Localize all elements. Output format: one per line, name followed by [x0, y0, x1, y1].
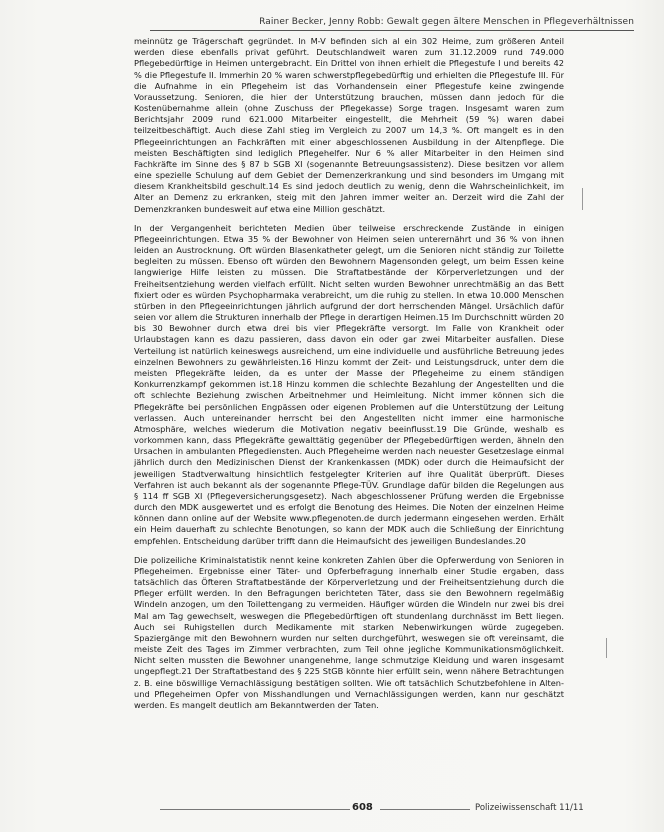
paragraph-3: Die polizeiliche Kriminalstatistik nennt keine konkreten Zahlen über die Opferwerdung von Senioren in Pflegeheimen. Ergebnisse einer Täter- und Opferbefragung innerhalb einer Studie ergaben, dass tatsächlich das Öfteren Straftatbestände der Körperverletzung und der Freiheitsentziehung durch die Pfleger erfüllt werden. In den Befragungen berichteten Täter, dass sie den Bewohnern regelmäßig Windeln anzogen, um den Toilettengang zu vermeiden. Häufiger würden die Windeln nur zwei bis drei Mal am Tag gewechselt, weswegen die Pflegebedürftigen oft stundenlang durchnässt im Bett liegen. Auch sei Ruhigstellen durch Medikamente mit starken Nebenwirkungen würde zugegeben. Spaziergänge mit den Bewohnern wurden nur selten durchgeführt, weswegen sie oft vereinsamt, die meiste Zeit des Tages im Zimmer verbrachten, zum Teil ohne jegliche Kommunikationsmöglichkeit. Nicht selten mussten die Bewohner unangenehme, lange schmutzige Kleidung und waren insgesamt ungepflegt.21 Der Straftatbestand des § 225 StGB könnte hier erfüllt sein, wenn nähere Betrachtungen z. B. eine böswillige Vernachlässigung bestätigen sollten. Wie oft tatsächlich Schutzbefohlene in Alten- und Pflegeheimen Opfer von Misshandlungen und Vernachlässigungen werden, kann nur geschätzt werden. Es mangelt deutlich am Bekanntwerden der Taten. [134, 554, 564, 710]
paragraph-1: meinnütz ge Trägerschaft gegründet. In M-V befinden sich al ein 302 Heime, zum größeren Anteil werden diese ebenfalls privat geführt. Deutschlandweit waren zum 31.12.2009 rund 749.000 Pflegebedürftige in Heimen untergebracht. Ein Drittel von ihnen erhielt die Pflegestufe I und bereits 42 % die Pflegestufe II. Immerhin 20 % waren schwerstpflegebedürftig und erhielten die Pflegestufe III. Für die Aufnahme in ein Pflegeheim ist das Vorhandensein einer Pflegestufe keine zwingende Voraussetzung. Senioren, die hier der Unterstützung brauchen, müssen dann jedoch für die Kostenübernahme allein (ohne Zuschuss der Pflegekasse) Sorge tragen. Insgesamt waren zum Berichtsjahr 2009 rund 621.000 Mitarbeiter eingestellt, die Mehrheit (59 %) waren dabei teilzeitbeschäftigt. Auch diese Zahl stieg im Vergleich zu 2007 um 14,3 %. Oft mangelt es in den Pflegeeinrichtungen an Fachkräften mit einer abgeschlossenen Ausbildung in der Altenpflege. Die meisten Beschäftigten sind lediglich Pflegehelfer. Nur 6 % aller Mitarbeiter in den Heimen sind Fachkräfte im Sinne des § 87 b SGB XI (sogenannte Betreuungsassistenz). Diese besitzen vor allem eine spezielle Schulung auf dem Gebiet der Demenzerkrankung und sind besonders im Umgang mit diesem Krankheitsbild geschult.14 Es sind jedoch deutlich zu wenig, denn die Wahrscheinlichkeit, im Alter an Demenz zu erkranken, steig mit den Jahren immer weiter an. Derzeit wird die Zahl der Demenzkranken bundesweit auf etwa eine Million geschätzt. [134, 36, 564, 214]
footer-divider-right [380, 809, 470, 810]
page-number: 608 [352, 802, 373, 813]
header-divider [150, 30, 634, 31]
running-header: Rainer Becker, Jenny Robb: Gewalt gegen ältere Menschen in Pflegeverhältnissen [259, 17, 634, 27]
footer-divider-left [160, 809, 350, 810]
margin-mark [582, 188, 583, 210]
journal-name: Polizeiwissenschaft 11/11 [475, 803, 584, 813]
article-body [134, 36, 564, 711]
margin-mark [606, 638, 607, 658]
paragraph-2: In der Vergangenheit berichteten Medien über teilweise erschreckende Zustände in einigen Pflegeeinrichtungen. Etwa 35 % der Bewohner von Heimen seien unterernährt und 36 % von ihnen leiden an Austrocknung. Oft würden Blasenkatheter gelegt, um die Senioren nicht ständig zur Toilette begleiten zu müssen. Ebenso oft würden den Bewohnern Magensonden gelegt, um beim Essen keine langwierige Hilfe leisten zu müssen. Die Straftatbestände der Körperverletzungen und der Freiheitsentziehung werden vielfach erfüllt. Nicht selten wurden Bewohner unrechtmäßig an das Bett fixiert oder es würden Psychopharmaka verabreicht, um die ruhig zu stellen. In etwa 10.000 Menschen stürben in den Pflegeeinrichtungen jährlich aufgrund der dort herrschenden Mängel. Ursächlich dafür seien vor allem die Strukturen innerhalb der Pflege in derartigen Heimen.15 Im Durchschnitt würden 20 bis 30 Bewohner durch etwa drei bis vier Pflegekräfte versorgt. Im Falle von Krankheit oder Urlaubstagen kann es dazu passieren, dass davon ein oder gar zwei Mitarbeiter ausfallen. Diese Verteilung ist natürlich keineswegs ausreichend, um eine individuelle und ausführliche Betreuung jedes einzelnen Bewohners zu gewährleisten.16 Hinzu kommt der Zeit- und Leistungsdruck, unter dem die meisten Pflegekräfte leiden, da es unter der Masse der Pflegeheime zu einem ständigen Konkurrenzkampf gekommen ist.18 Hinzu kommen die schlechte Bezahlung der Angestellten und die oft schlechte Beziehung zwischen Arbeitnehmer und Heimleitung. Nicht immer können sich die Pflegekräfte bei persönlichen Engpässen oder eigenen Problemen auf die Unterstützung der Leitung verlassen. Auch untereinander herrscht bei den Angestellten nicht immer eine harmonische Atmosphäre, welches wiederum die Motivation negativ beeinflusst.19 Die Gründe, weshalb es vorkommen kann, dass Pflegekräfte gewalttätig gegenüber der Pflegebedürftigen werden, ähneln den Ursachen in ambulanten Pflegediensten. Auch Pflegeheime werden nach neuester Gesetzeslage einmal jährlich durch den Medizinischen Dienst der Krankenkassen (MDK) oder durch die Heimaufsicht der jeweiligen Stadtverwaltung hinsichtlich festgelegter Kriterien auf ihre Qualität überprüft. Dieses Verfahren ist auch bekannt als der sogenannte Pflege-TÜV. Grundlage dafür bilden die Regelungen aus § 114 ff SGB XI (Pflegeversicherungsgesetz). Nach abgeschlossener Prüfung werden die Ergebnisse durch den MDK ausgewertet und es erfolgt die Benotung des Heimes. Die Noten der einzelnen Heime können dann online auf der Website www.pflegenoten.de durch jedermann eingesehen werden. Erhält ein Heim dauerhaft zu schlechte Benotungen, so kann der MDK auch die Schließung der Einrichtung empfehlen. Entscheidung darüber trifft dann die Heimaufsicht des jeweiligen Bundeslandes.20 [134, 222, 564, 546]
